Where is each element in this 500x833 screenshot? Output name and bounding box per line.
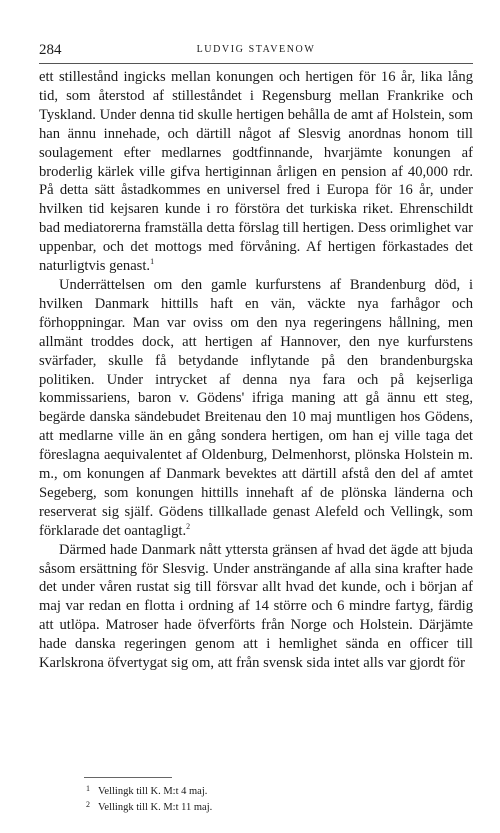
paragraph-1: ett stillestånd ingicks mellan konungen och hertigen för 16 år, lika lång tid, som återstod af stilleståndet i Regensburg mellan Frankrike och Tyskland. Under denna tid skulle hertigen behålla de amt af Holstein, som han ännu innehade, och därtill något af Slesvig anordnas honom till soulagement efter medlarnes godtfinnande, hvarjämte konungen af broderlig kärlek ville gifva hertiginnan årligen en pension af 40,000 rdr. På detta sätt åstadkommes en universel fred i Europa för 16 år, under hvilken tid kejsaren kunde i ro förstöra det turkiska riket. Ehrenschildt bad mediatorerna framställa detta förslag till hertigen. Dess orimlighet var uppenbar, och det mottogs med förvåning. Af hertigen förkastades det naturligtvis genast.$^1$	[39, 69, 473, 275]
running-head: LUDVIG STAVENOW	[196, 44, 316, 55]
header-rule	[39, 63, 473, 64]
paragraph-3: Därmed hade Danmark nått yttersta gränsen af hvad det ägde att bjuda såsom ersättning för Slesvig. Under ansträngande af alla sina krafter hade det under våren rustat sig till försvar allt hvad det kunde, och i början af maj var redan en flotta i ordning af 14 större och 6 mindre fartyg, färdig att utlöpa. Matroser hade öfverförts från Norge och Holstein. Därjämte hade danska regeringen genom att i hemlighet sända en officer till Karlskrona öfvertygat sig om, att från svensk sida intet alls var gjordt för	[39, 541, 473, 672]
footnotes	[86, 783, 466, 814]
footnote-ref-1: 1	[150, 257, 155, 267]
footnote-1: 1 Vellingk till K. M:t 4 maj.	[86, 784, 208, 797]
body-text	[39, 68, 473, 673]
paragraph-2: Underrättelsen om den gamle kurfurstens af Brandenburg död, i hvilken Danmark hittills haft en vän, väckte nya farhågor och förhoppningar. Man var oviss om den nya regeringens hållning, men allmänt troddes dock, att hertigen af Hannover, den nye kurfurstens svärfader, skulle få betydande inflytande på den brandenburgska politiken. Under intrycket af denna nya fara och på kejserliga kommissariens, baron v. Gödens' ifriga maning att gå ännu ett steg, begärde danska sändebudet Breitenau den 10 maj muntligen hos Gödens, att medlarne ville än en gång sondera hertigen, om han ej ville taga det föreslagna aequivalentet af Oldenburg, Delmenhorst, plönska Holstein m. m., om konungen af Danmark bevektes att därtill afstå den del af amtet Segeberg, som konungen hittills innehaft af de plönska länderna och reserverat sig själf. Gödens tillkallade genast Alefeld och Vellingk, som förklarade det oantagligt.$^2$	[39, 276, 473, 539]
page-header	[39, 41, 473, 59]
page-number: 284	[39, 42, 62, 58]
footnote-2: 2 Vellingk till K. M:t 11 maj.	[86, 799, 213, 813]
footnote-ref-2: 2	[186, 521, 191, 531]
footnote-rule	[84, 777, 172, 778]
